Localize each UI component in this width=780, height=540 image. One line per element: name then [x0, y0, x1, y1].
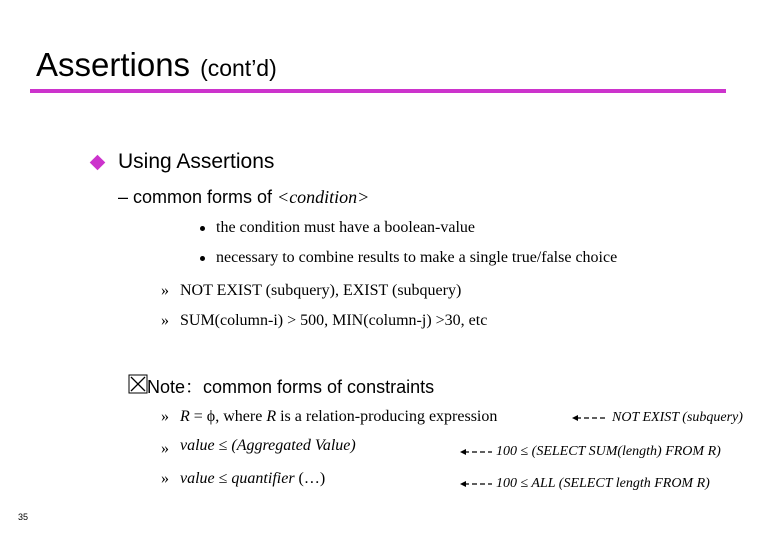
arrow-left-icon: [572, 414, 608, 422]
arrow-left-icon: [460, 480, 492, 488]
constraint-1-comment-text: NOT EXIST (subquery): [612, 410, 743, 425]
constraint-3-text-a: value ≤ quantifier: [180, 470, 295, 487]
bullet-level2-text: – common forms of: [118, 187, 278, 207]
raquo-bullet-icon: »: [161, 470, 169, 487]
constraint-1-comment: [572, 410, 743, 426]
dot-bullet-icon: [200, 226, 205, 231]
constraint-2-comment: [460, 444, 721, 460]
sub-item-1: NOT EXIST (subquery), EXIST (subquery): [180, 282, 462, 299]
raquo-bullet-icon: »: [161, 282, 169, 299]
constraint-2-expr: value ≤ (Aggregated Value): [180, 437, 356, 454]
scissors-icon: [128, 374, 148, 399]
constraint-3-comment-text: 100 ≤ ALL (SELECT length FROM R): [496, 476, 710, 491]
bullet-dot-2: necessary to combine results to make a single true/false choice: [216, 249, 618, 266]
note-text: Note：common forms of constraints: [147, 377, 435, 397]
slide-title: [36, 46, 277, 84]
raquo-bullet-icon: »: [161, 408, 169, 425]
sub-item-2: SUM(column-i) > 500, MIN(column-j) >30, etc: [180, 312, 488, 329]
raquo-bullet-icon: »: [161, 312, 169, 329]
condition-placeholder-text: <condition>: [277, 187, 370, 207]
constraint-1-text-a: = ϕ, where: [189, 408, 267, 425]
constraint-3-expr: [180, 470, 325, 488]
title-underline: [30, 89, 726, 93]
relation-symbol: R: [266, 408, 277, 425]
constraint-1-text-b: is a relation-producing expression: [276, 408, 498, 425]
diamond-bullet-icon: [90, 155, 106, 171]
constraint-1-expr: [180, 408, 497, 426]
bullet-level1: Using Assertions: [118, 150, 275, 173]
raquo-bullet-icon: »: [161, 440, 169, 457]
bullet-level2: [118, 187, 369, 208]
slide-title-suffix: (cont’d): [200, 55, 277, 81]
constraint-3-comment: [460, 476, 710, 492]
arrow-left-icon: [460, 448, 492, 456]
constraint-2-comment-text: 100 ≤ (SELECT SUM(length) FROM R): [496, 444, 721, 459]
slide-title-main: Assertions: [36, 46, 191, 83]
relation-symbol: R: [180, 408, 190, 425]
constraint-3-text-b: (…): [294, 470, 326, 487]
dot-bullet-icon: [200, 256, 205, 261]
page-number: 35: [18, 512, 29, 522]
bullet-dot-1: the condition must have a boolean-value: [216, 219, 476, 236]
